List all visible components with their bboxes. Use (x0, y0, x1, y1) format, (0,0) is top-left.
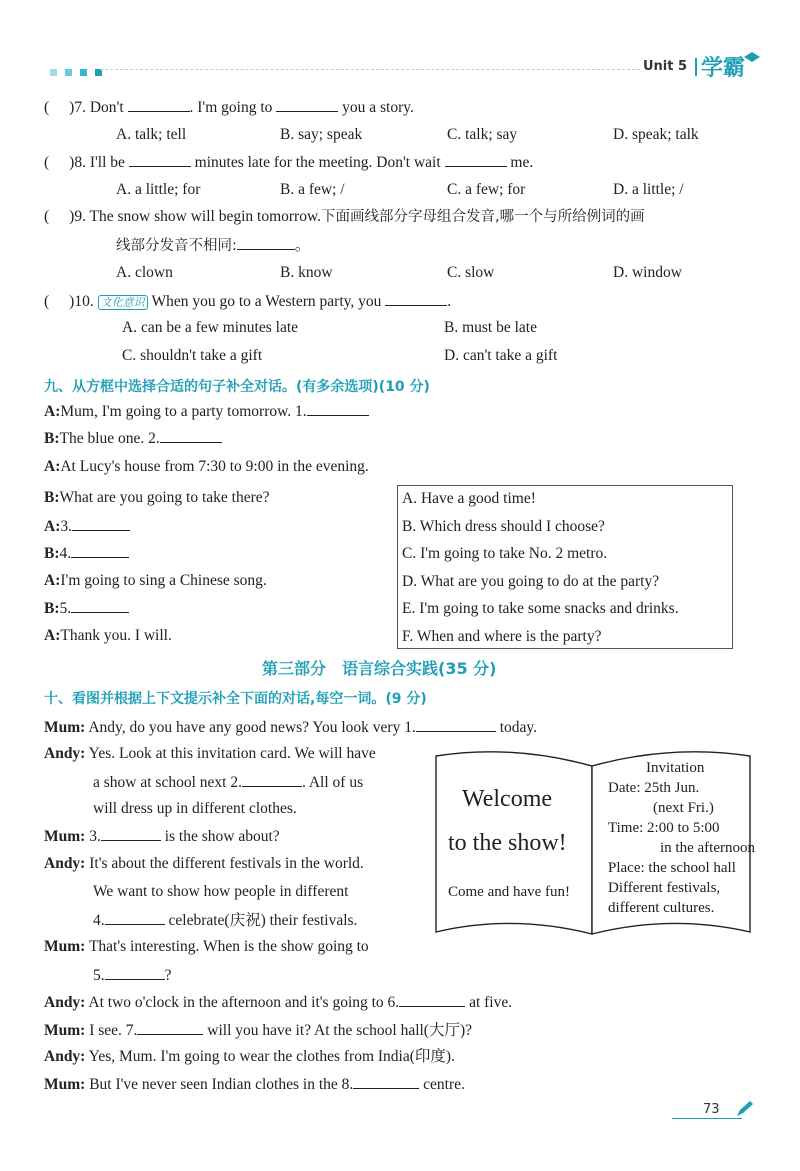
question-9-line2: 线部分发音不相同: 。 (116, 236, 311, 254)
brand-bar (695, 58, 697, 76)
dialogue-line: will dress up in different clothes. (93, 800, 297, 817)
q7-option-c: C. talk; say (447, 126, 518, 143)
dialogue-line: 4. celebrate(庆祝) their festivals. (93, 912, 358, 929)
answer-blank[interactable] (129, 152, 191, 167)
answer-blank[interactable] (399, 992, 465, 1007)
dialogue-line: We want to show how people in different (93, 883, 349, 900)
q10-option-c: C. shouldn't take a gift (122, 347, 263, 364)
option-f: F. When and where is the party? (402, 628, 602, 645)
q10-option-a: A. can be a few minutes late (122, 319, 299, 336)
question-9: ( )9. The snow show will begin tomorrow.下面画线部分字母组合发音,哪一个与所给例词的画 (44, 208, 645, 225)
dialogue-line: a show at school next 2. . All of us (93, 774, 364, 791)
answer-blank[interactable] (160, 428, 222, 443)
question-7: ( )7. Don't . I'm going to you a story. (44, 99, 414, 116)
option-c: C. I'm going to take No. 2 metro. (402, 545, 608, 562)
page-number: 73 (703, 1102, 720, 1117)
dialogue-line: A:3. (44, 516, 130, 537)
answer-blank[interactable] (137, 1020, 203, 1035)
dialogue-line: Andy: At two o'clock in the afternoon and it's going to 6. at five. (44, 994, 513, 1011)
dialogue-line: A:Mum, I'm going to a party tomorrow. 1. (44, 401, 369, 422)
answer-blank[interactable] (105, 910, 165, 925)
q7-option-a: A. talk; tell (116, 126, 187, 143)
card-date: Date: 25th Jun. (608, 780, 700, 796)
pencil-icon (735, 1100, 755, 1122)
card-to-the-show: to the show! (448, 830, 567, 856)
answer-blank[interactable] (307, 401, 369, 416)
dialogue-line: A:I'm going to sing a Chinese song. (44, 572, 267, 589)
brand-logo: 学霸 (701, 56, 746, 81)
answer-blank[interactable] (71, 543, 129, 558)
q10-option-d: D. can't take a gift (444, 347, 558, 364)
option-a: A. Have a good time! (402, 490, 536, 507)
header-rule (100, 69, 640, 70)
card-cultures: different cultures. (608, 900, 715, 916)
answer-blank[interactable] (237, 235, 295, 250)
answer-blank[interactable] (72, 516, 130, 531)
dialogue-line: B:The blue one. 2. (44, 428, 222, 449)
answer-blank[interactable] (416, 717, 496, 732)
q8-option-d: D. a little; / (613, 181, 684, 198)
card-come-have-fun: Come and have fun! (448, 884, 571, 900)
card-festivals: Different festivals, (608, 880, 721, 896)
footer-rule (672, 1118, 742, 1119)
culture-tag: 文化意识 (98, 295, 148, 310)
dialogue-line: B:5. (44, 598, 129, 619)
header-dots (50, 61, 102, 80)
q7-option-d: D. speak; talk (613, 126, 699, 143)
q9-option-c: C. slow (447, 264, 495, 281)
card-welcome: Welcome (462, 786, 553, 812)
dialogue-line: A:Thank you. I will. (44, 627, 172, 644)
dialogue-line: 5. ? (93, 967, 172, 984)
card-invitation-title: Invitation (646, 760, 705, 776)
q8-option-c: C. a few; for (447, 181, 526, 198)
card-afternoon: in the afternoon (660, 840, 755, 856)
card-place: Place: the school hall (608, 860, 736, 876)
dialogue-line: B:4. (44, 543, 129, 564)
q8-option-b: B. a few; / (280, 181, 345, 198)
answer-blank[interactable] (385, 291, 447, 306)
section-9-title: 九、从方框中选择合适的句子补全对话。(有多余选项)(10 分) (44, 379, 430, 395)
question-10: ( )10. 文化意识 When you go to a Western party, you . (44, 293, 452, 310)
dialogue-line: Mum: Andy, do you have any good news? You look very 1. today. (44, 719, 538, 736)
brand-cap-icon (744, 49, 760, 68)
option-e: E. I'm going to take some snacks and drinks. (402, 600, 679, 617)
answer-blank[interactable] (105, 965, 165, 980)
card-next-fri: (next Fri.) (653, 800, 714, 816)
invitation-card (432, 744, 756, 944)
part-3-title: 第三部分 语言综合实践(35 分) (262, 659, 497, 678)
dialogue-line: Mum: That's interesting. When is the show going to (44, 938, 369, 955)
answer-blank[interactable] (101, 826, 161, 841)
answer-blank[interactable] (445, 152, 507, 167)
q10-option-b: B. must be late (444, 319, 537, 336)
section-10-title: 十、看图并根据上下文提示补全下面的对话,每空一词。(9 分) (44, 691, 427, 707)
dialogue-line: Mum: 3. is the show about? (44, 828, 280, 845)
dialogue-line: Andy: It's about the different festivals in the world. (44, 855, 364, 872)
question-8: ( )8. I'll be minutes late for the meeting. Don't wait me. (44, 154, 534, 171)
dialogue-line: B:What are you going to take there? (44, 489, 270, 506)
dialogue-line: Mum: But I've never seen Indian clothes in the 8. centre. (44, 1076, 465, 1093)
q9-option-d: D. window (613, 264, 682, 281)
q8-option-a: A. a little; for (116, 181, 201, 198)
unit-label: Unit 5 (643, 59, 688, 74)
answer-blank[interactable] (242, 772, 302, 787)
answer-blank[interactable] (71, 598, 129, 613)
options-box (397, 485, 733, 649)
card-time: Time: 2:00 to 5:00 (608, 820, 720, 836)
q9-option-b: B. know (280, 264, 333, 281)
q9-option-a: A. clown (116, 264, 173, 281)
dialogue-line: Andy: Yes, Mum. I'm going to wear the clothes from India(印度). (44, 1048, 455, 1065)
option-b: B. Which dress should I choose? (402, 518, 605, 535)
answer-blank[interactable] (276, 97, 338, 112)
dialogue-line: Mum: I see. 7. will you have it? At the school hall(大厅)? (44, 1022, 473, 1039)
q7-option-b: B. say; speak (280, 126, 363, 143)
option-d: D. What are you going to do at the party? (402, 573, 660, 590)
answer-blank[interactable] (128, 97, 190, 112)
dialogue-line: Andy: Yes. Look at this invitation card. We will have (44, 745, 376, 762)
answer-blank[interactable] (353, 1074, 419, 1089)
dialogue-line: A:At Lucy's house from 7:30 to 9:00 in the evening. (44, 458, 369, 475)
